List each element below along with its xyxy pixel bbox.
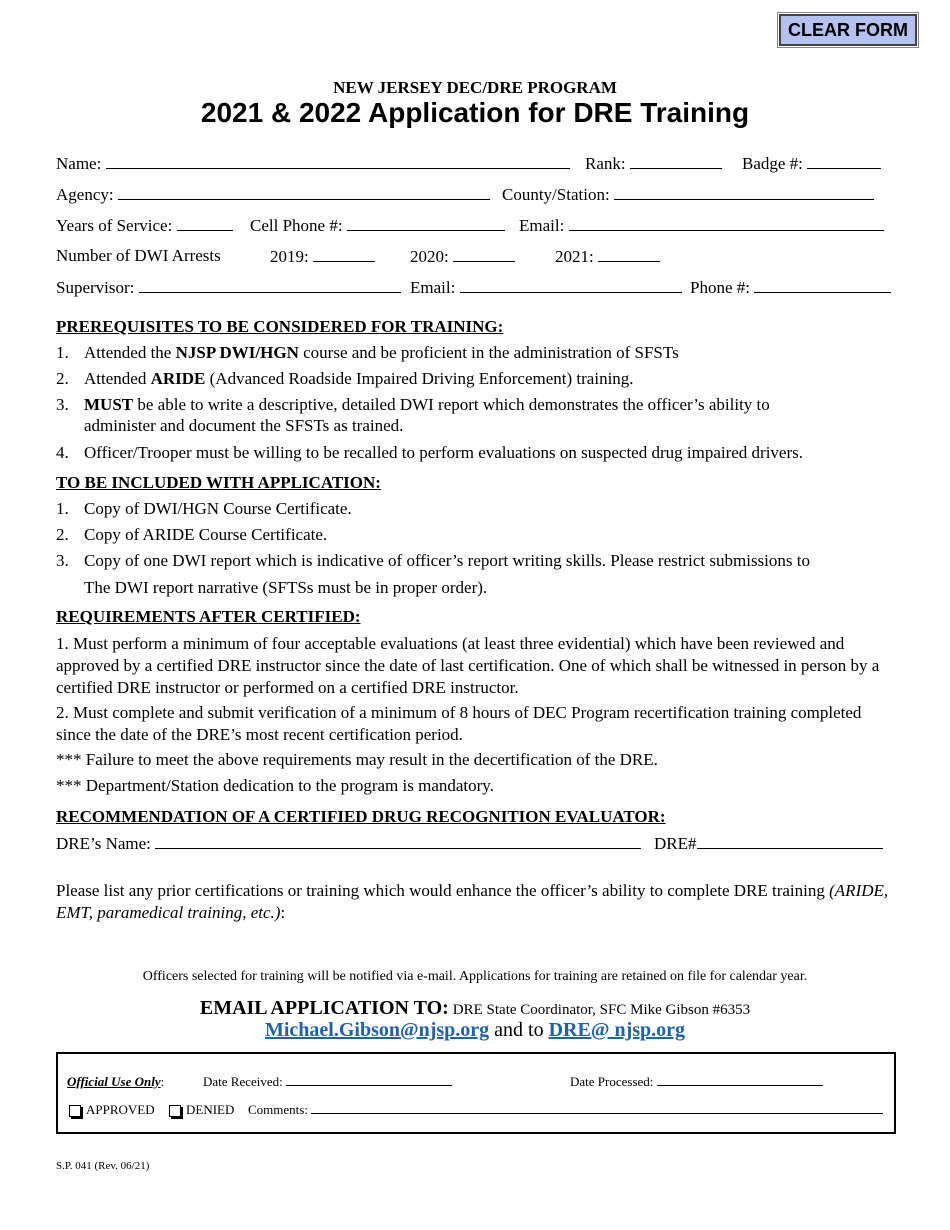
- email-field[interactable]: [569, 215, 884, 231]
- arrests-2021-row: [555, 246, 660, 267]
- comments-field[interactable]: [311, 1102, 883, 1114]
- list-text: Officer/Trooper must be willing to be recalled to perform evaluations on suspected drug impaired drivers.: [84, 443, 804, 462]
- email-application-label: EMAIL APPLICATION TO:: [199, 997, 449, 1019]
- date-received-label: Date Received:: [203, 1074, 283, 1089]
- cell-phone-label: Cell Phone #:: [250, 216, 343, 235]
- list-text: MUST be able to write a descriptive, detailed DWI report which demonstrates the officer’s ability to: [84, 395, 770, 414]
- supervisor-label: Supervisor:: [56, 278, 135, 297]
- prerequisites-heading: PREREQUISITES TO BE CONSIDERED FOR TRAINING:: [56, 317, 504, 336]
- dre-name-label: DRE’s Name:: [56, 834, 151, 853]
- arrests-2019-row: [270, 246, 375, 267]
- arrests-2020-field[interactable]: [453, 246, 515, 262]
- list-number: 1.: [56, 499, 69, 518]
- dre-number-row: [654, 833, 883, 854]
- supervisor-email-label: Email:: [410, 278, 456, 297]
- date-processed-row: [570, 1074, 823, 1090]
- agency-row: [56, 184, 490, 205]
- arrests-2021-field[interactable]: [598, 246, 660, 262]
- agency-label: Agency:: [56, 185, 114, 204]
- phone-row: [690, 277, 891, 298]
- email-row: [519, 215, 884, 236]
- supervisor-row: [56, 277, 401, 298]
- county-station-label: County/Station:: [502, 185, 610, 204]
- list-number: 3.: [56, 551, 69, 570]
- list-number: 3.: [56, 395, 69, 414]
- cell-row: [250, 215, 505, 236]
- name-row: [56, 153, 570, 174]
- rank-label: Rank:: [585, 154, 626, 173]
- arrests-2019-field[interactable]: [313, 246, 375, 262]
- approved-option[interactable]: [69, 1102, 155, 1118]
- dre-name-field[interactable]: [155, 833, 641, 849]
- arrests-2020-label: 2020:: [410, 247, 449, 266]
- list-text: Copy of DWI/HGN Course Certificate.: [84, 499, 352, 518]
- denied-checkbox[interactable]: [169, 1105, 181, 1117]
- comments-label: Comments:: [248, 1102, 308, 1117]
- official-use-box: [56, 1052, 896, 1134]
- years-of-service-field[interactable]: [177, 215, 233, 231]
- date-received-field[interactable]: [286, 1074, 452, 1086]
- dre-email-link[interactable]: DRE@ njsp.org: [548, 1019, 686, 1041]
- dre-number-label: DRE#: [654, 834, 697, 853]
- coordinator-name: DRE State Coordinator, SFC Mike Gibson #6353: [452, 1002, 751, 1018]
- approved-label: APPROVED: [86, 1102, 155, 1117]
- county-row: [502, 184, 874, 205]
- name-field[interactable]: [106, 153, 570, 169]
- arrests-2021-label: 2021:: [555, 247, 594, 266]
- comments-row: [248, 1102, 883, 1118]
- requirement-note: *** Department/Station dedication to the program is mandatory.: [56, 776, 494, 795]
- years-row: [56, 215, 233, 236]
- supervisor-email-field[interactable]: [460, 277, 682, 293]
- prior-training-prompt: Please list any prior certifications or training which would enhance the officer’s ability to complete DRE training (ARIDE, EMT, paramedical training, etc.):: [56, 881, 889, 922]
- official-use-label: Official Use Only:: [67, 1074, 165, 1089]
- phone-label: Phone #:: [690, 278, 750, 297]
- page-title: 2021 & 2022 Application for DRE Training: [200, 97, 750, 128]
- arrests-2019-label: 2019:: [270, 247, 309, 266]
- phone-field[interactable]: [754, 277, 891, 293]
- badge-field[interactable]: [807, 153, 881, 169]
- list-text-continued: administer and document the SFSTs as trained.: [84, 416, 404, 435]
- county-station-field[interactable]: [614, 184, 874, 200]
- list-text: Attended ARIDE (Advanced Roadside Impaired Driving Enforcement) training.: [84, 369, 634, 388]
- date-processed-label: Date Processed:: [570, 1074, 654, 1089]
- included-heading: TO BE INCLUDED WITH APPLICATION:: [56, 473, 381, 492]
- dre-name-row: [56, 833, 641, 854]
- email-application-line: [0, 997, 950, 1020]
- list-number: 4.: [56, 443, 69, 462]
- date-received-row: [203, 1074, 452, 1090]
- clear-form-button[interactable]: CLEAR FORM: [779, 14, 917, 46]
- badge-label: Badge #:: [742, 154, 803, 173]
- list-text: Attended the NJSP DWI/HGN course and be proficient in the administration of SFSTs: [84, 343, 679, 362]
- prior-training-input[interactable]: [56, 926, 896, 962]
- list-number: 2.: [56, 369, 69, 388]
- and-to-text: and to: [494, 1019, 544, 1041]
- email-links-line: [0, 1019, 950, 1042]
- list-number: 2.: [56, 525, 69, 544]
- requirement-note: *** Failure to meet the above requirements may result in the decertification of the DRE.: [56, 750, 658, 769]
- rank-row: [585, 153, 722, 174]
- date-processed-field[interactable]: [657, 1074, 823, 1086]
- form-code: S.P. 041 (Rev. 06/21): [56, 1160, 150, 1172]
- arrests-2020-row: [410, 246, 515, 267]
- coordinator-email-link[interactable]: Michael.Gibson@njsp.org: [264, 1019, 490, 1041]
- denied-label: DENIED: [186, 1102, 235, 1117]
- list-number: 1.: [56, 343, 69, 362]
- denied-option[interactable]: [169, 1102, 234, 1118]
- list-text: Copy of ARIDE Course Certificate.: [84, 525, 328, 544]
- supervisor-field[interactable]: [139, 277, 401, 293]
- approved-checkbox[interactable]: [69, 1105, 81, 1117]
- dwi-arrests-label: Number of DWI Arrests: [56, 246, 221, 265]
- dre-number-field[interactable]: [697, 833, 883, 849]
- requirement-item: 2. Must complete and submit verification of a minimum of 8 hours of DEC Program recertification training completed since the date of the DRE’s most recent certification period.: [56, 703, 862, 744]
- rank-field[interactable]: [630, 153, 722, 169]
- badge-row: [742, 153, 881, 174]
- recommendation-heading: RECOMMENDATION OF A CERTIFIED DRUG RECOGNITION EVALUATOR:: [56, 807, 666, 826]
- list-text: Copy of one DWI report which is indicative of officer’s report writing skills. Please restrict submissions to: [84, 551, 810, 570]
- cell-phone-field[interactable]: [347, 215, 505, 231]
- years-of-service-label: Years of Service:: [56, 216, 173, 235]
- name-label: Name:: [56, 154, 102, 173]
- requirements-heading: REQUIREMENTS AFTER CERTIFIED:: [56, 607, 361, 626]
- email-label: Email:: [519, 216, 565, 235]
- agency-field[interactable]: [118, 184, 490, 200]
- notification-notice: Officers selected for training will be notified via e-mail. Applications for training are retained on file for calendar year.: [142, 969, 808, 984]
- requirement-item: 1. Must perform a minimum of four acceptable evaluations (at least three evidential) which have been reviewed and approved by a certified DRE instructor since the date of last certification. One of which shall be witnessed in person by a certified DRE instructor or performed on a certified DRE instructor.: [56, 634, 880, 697]
- prior-training-examples: (ARIDE, EMT, paramedical training, etc.): [56, 881, 889, 922]
- list-text-continued: The DWI report narrative (SFTSs must be in proper order).: [84, 578, 488, 597]
- supervisor-email-row: [410, 277, 682, 298]
- program-name: NEW JERSEY DEC/DRE PROGRAM: [333, 78, 617, 97]
